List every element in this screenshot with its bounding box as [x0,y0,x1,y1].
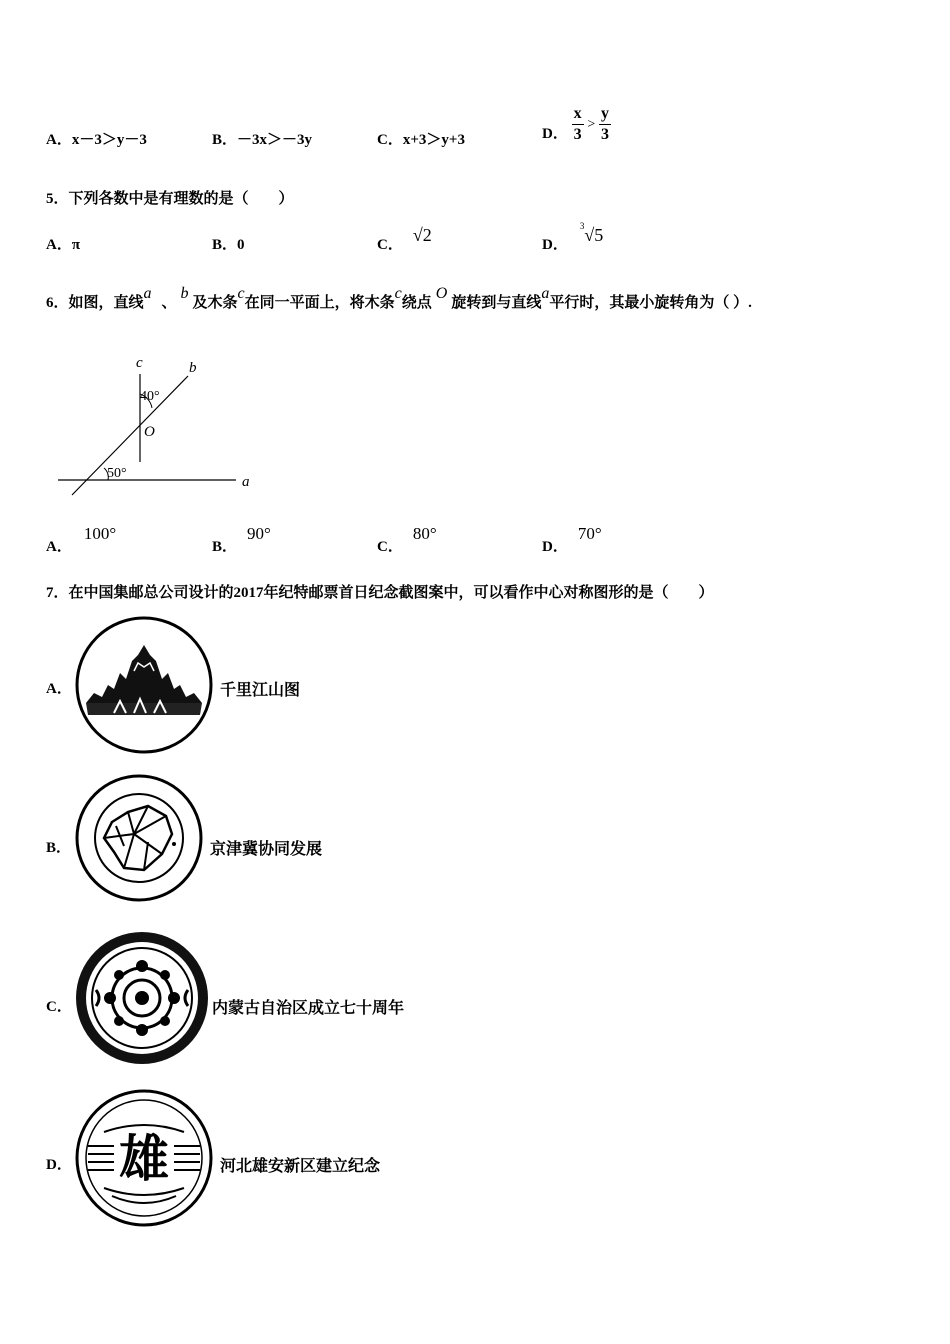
q4-option-c: C．x+3＞y+3 [377,132,465,148]
q5-option-c: C． √2 [377,225,432,253]
q7-option-d-caption: 河北雄安新区建立纪念 [220,1158,381,1175]
angle-label-50: 50° [107,466,127,481]
label-o: O [144,424,155,440]
fraction-x-over-3: $\frac{x}{3}$ [573,105,582,143]
q5-option-a: A．π [46,237,81,253]
label-b: b [189,360,197,376]
stamp-d-xiong-icon [74,1088,216,1230]
q7-option-d-label: D． [46,1157,72,1173]
line-b [72,376,188,495]
q7-option-b-label: B． [46,840,72,856]
stamp-a-landscape-icon [74,615,216,757]
q7-option-a-label: A． [46,681,72,697]
stamp-d-character: 雄 [119,1130,169,1188]
q7-option-c-label: C． [46,999,72,1015]
q6-option-d: D．70° [542,524,602,555]
q6-option-c: C．80° [377,524,437,555]
q6-option-b: B．90° [212,524,271,555]
q7-option-c-caption: 内蒙古自治区成立七十周年 [212,1000,405,1017]
stamp-c-ornament-icon [74,930,210,1066]
q4-option-d: D． $\frac{x}{3}$ > $\frac{y}{3}$ [542,105,609,143]
q5-option-b: B．0 [212,237,245,253]
q7-option-b-caption: 京津冀协同发展 [210,841,323,858]
q6-figure [50,350,270,500]
fraction-y-over-3: $\frac{y}{3}$ [601,105,609,143]
q6-stem: 6．如图，直线a、b及木条c在同一平面上，将木条c绕点O旋转到与直线a平行时，其最小旋转角为（ ）. [46,285,752,311]
q7-stem: 7．在中国集邮总公司设计的2017年纪特邮票首日纪念截图案中，可以看作中心对称图形的是（ ） [46,585,714,601]
q4-option-b: B．－3x＞－3y [212,132,313,148]
label-c: c [136,355,143,371]
angle-label-40: 40° [140,389,160,404]
q6-option-a: A．100° [46,524,117,555]
stamp-b-map-icon [74,772,206,904]
q7-option-a-caption: 千里江山图 [220,682,301,699]
q5-stem: 5．下列各数中是有理数的是（ ） [46,191,294,207]
q4-option-a: A．x－3＞y－3 [46,132,147,148]
label-a: a [242,474,250,490]
q5-option-d: D．$^3$√5 [542,221,604,253]
